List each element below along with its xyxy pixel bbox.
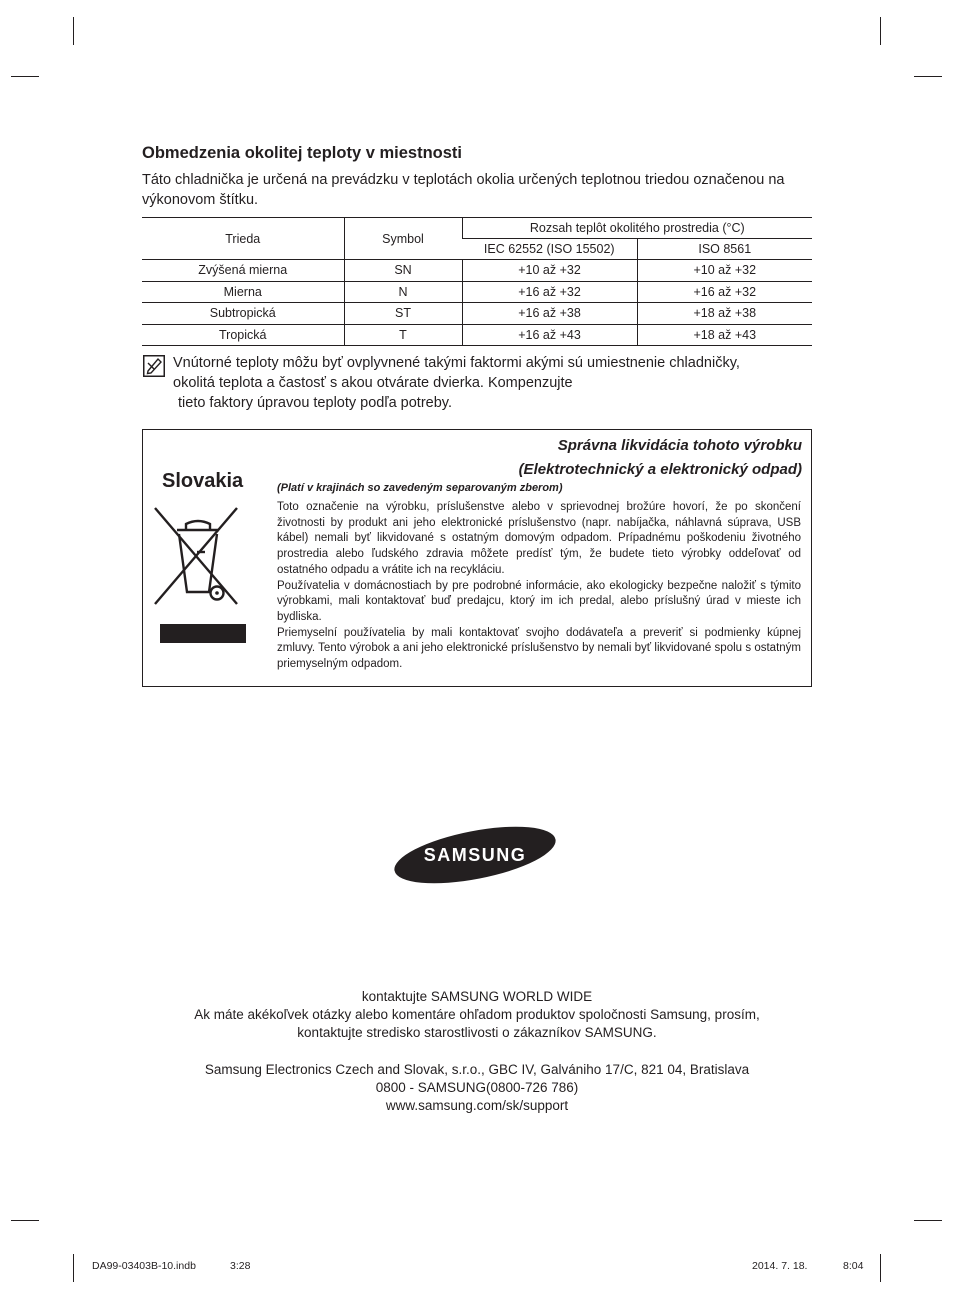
header-std2: ISO 8561 bbox=[637, 239, 812, 260]
crossed-wheelie-bin-icon bbox=[153, 504, 239, 608]
note-line: Vnútorné teploty môžu byť ovplyvnené takými faktormi akými sú umiestnenie chladničky, bbox=[173, 355, 740, 371]
footer-date: 2014. 7. 18. bbox=[752, 1260, 808, 1272]
note-text bbox=[173, 353, 813, 413]
crop-mark bbox=[914, 76, 942, 77]
logo-text: SAMSUNG bbox=[423, 845, 527, 865]
weee-title-line: Správna likvidácia tohoto výrobku bbox=[557, 437, 802, 454]
contact-phone: 0800 - SAMSUNG(0800-726 786) bbox=[375, 1079, 579, 1095]
cell-std2: +18 až +43 bbox=[637, 324, 812, 346]
crop-mark bbox=[880, 1254, 881, 1282]
contact-line: kontaktujte SAMSUNG WORLD WIDE bbox=[361, 989, 593, 1004]
footer-page: 3:28 bbox=[230, 1260, 251, 1272]
crop-mark bbox=[880, 17, 881, 45]
cell-std1: +10 až +32 bbox=[462, 260, 637, 282]
separator-bar bbox=[160, 624, 246, 643]
weee-disposal-box bbox=[142, 429, 812, 687]
weee-subtitle: (Platí v krajinách so zavedeným separovaným zberom) bbox=[277, 482, 563, 494]
header-class: Trieda bbox=[142, 218, 344, 260]
section-title: Obmedzenia okolitej teploty v miestnosti bbox=[142, 144, 462, 162]
contact-website: www.samsung.com/sk/support bbox=[385, 1098, 569, 1114]
table-row bbox=[142, 260, 812, 282]
crop-mark bbox=[73, 1254, 74, 1282]
cell-std2: +18 až +38 bbox=[637, 303, 812, 325]
cell-symbol: T bbox=[344, 324, 462, 346]
crop-mark bbox=[11, 76, 39, 77]
section-intro: Táto chladnička je určená na prevádzku v teplotách okolia určených teplotnou triedou označenou na výkonovom štítku. bbox=[142, 172, 785, 208]
cell-std2: +16 až +32 bbox=[637, 281, 812, 303]
country-label: Slovakia bbox=[162, 470, 244, 492]
header-range: Rozsah teplôt okolitého prostredia (°C) bbox=[462, 218, 812, 239]
cell-class: Subtropická bbox=[142, 303, 344, 325]
crop-mark bbox=[11, 1220, 39, 1221]
contact-line: kontaktujte stredisko starostlivosti o zákazníkov SAMSUNG. bbox=[297, 1025, 657, 1041]
samsung-logo bbox=[393, 826, 557, 884]
crop-mark bbox=[914, 1220, 942, 1221]
footer-filename: DA99-03403B-10.indb bbox=[92, 1260, 196, 1272]
cell-symbol: N bbox=[344, 281, 462, 303]
contact-block bbox=[142, 988, 812, 1115]
note-pencil-icon bbox=[143, 355, 165, 377]
cell-class: Zvýšená mierna bbox=[142, 260, 344, 282]
cell-std1: +16 až +38 bbox=[462, 303, 637, 325]
cell-std1: +16 až +43 bbox=[462, 324, 637, 346]
cell-class: Tropická bbox=[142, 324, 344, 346]
header-std1: IEC 62552 (ISO 15502) bbox=[462, 239, 637, 260]
weee-body bbox=[277, 500, 801, 673]
weee-paragraph: Toto označenie na výrobku, príslušenstve alebo v sprievodnej brožúre hovorí, že po skončení životnosti by produkt ani jeho elektronické príslušenstvo (napr. nabíjačka, náhlavná súprava, USB kábel) nemali byť likvidované s ostatným domovým odpadom. Prípadnému poškodeniu životného prostredia alebo ľudského zdravia môžete predísť tým, že budete tieto výrobky oddeľovať od ostatného odpadu a vrátite ich na recykláciu. bbox=[277, 501, 801, 576]
cell-symbol: ST bbox=[344, 303, 462, 325]
weee-paragraph: Priemyselní používatelia by mali kontaktovať svojho dodávateľa a preveriť si podmienky kúpnej zmluvy. Tento výrobok a ani jeho elektronické príslušenstvo by nemali byť likvidované spolu s ostatným priemyselným odpadom. bbox=[277, 626, 801, 671]
table-row bbox=[142, 303, 812, 325]
cell-symbol: SN bbox=[344, 260, 462, 282]
note-line: okolitá teplota a častosť s akou otvárate dvierka. Kompenzujte bbox=[173, 375, 573, 391]
weee-paragraph: Používatelia v domácnostiach by pre podrobné informácie, ako ekologicky bezpečne naložiť s týmito výrobkami, mali kontaktovať buď predajcu, ktorý im ich predal, alebo príslušný úrad v mieste ich bydliska. bbox=[277, 579, 801, 623]
climate-class-table bbox=[142, 217, 812, 346]
cell-class: Mierna bbox=[142, 281, 344, 303]
header-symbol: Symbol bbox=[344, 218, 462, 260]
note-line: tieto faktory úpravou teploty podľa potreby. bbox=[178, 395, 452, 411]
weee-title-line: (Elektrotechnický a elektronický odpad) bbox=[518, 461, 802, 478]
table-row bbox=[142, 324, 812, 346]
weee-title bbox=[519, 434, 802, 482]
cell-std2: +10 až +32 bbox=[637, 260, 812, 282]
contact-address: Samsung Electronics Czech and Slovak, s.r.o., GBC IV, Galvániho 17/C, 821 04, Bratislava bbox=[204, 1061, 750, 1077]
crop-mark bbox=[73, 17, 74, 45]
footer-time: 8:04 bbox=[843, 1260, 864, 1272]
cell-std1: +16 až +32 bbox=[462, 281, 637, 303]
table-row bbox=[142, 281, 812, 303]
contact-line: Ak máte akékoľvek otázky alebo komentáre ohľadom produktov spoločnosti Samsung, prosím, bbox=[194, 1007, 760, 1023]
